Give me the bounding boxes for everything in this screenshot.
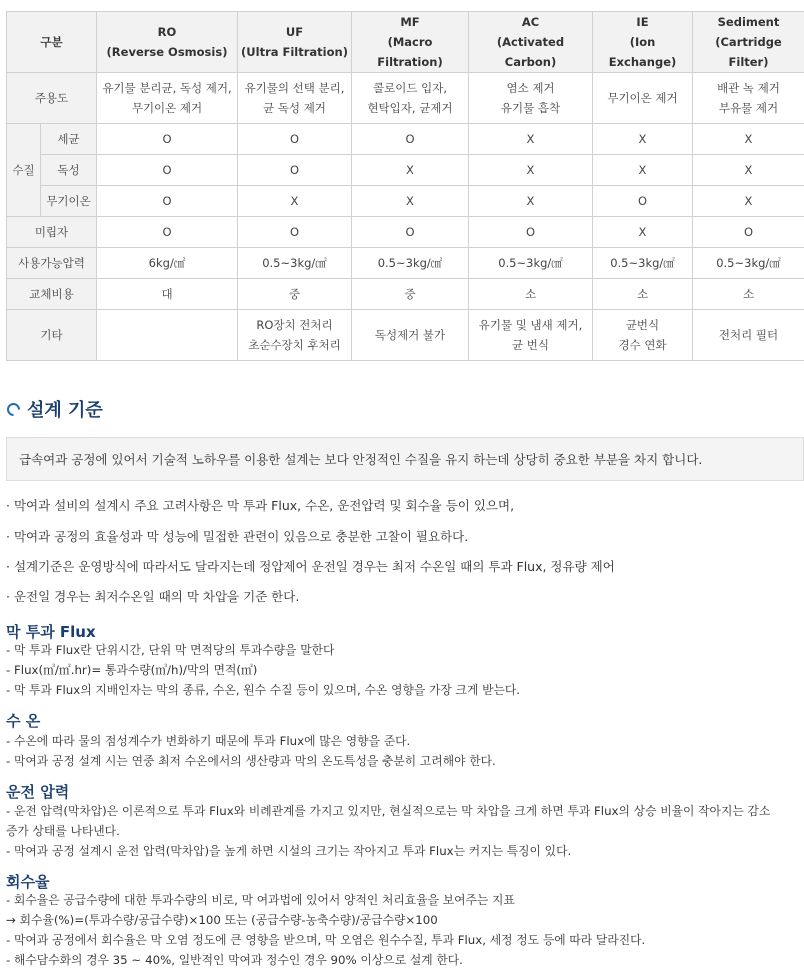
text-line: - 막여과 공정에서 회수율은 막 오염 정도에 큰 영향을 받으며, 막 오염은 원수수질, 투과 Flux, 세정 정도 등에 따라 달라진다.: [6, 933, 646, 947]
intro-box: 급속여과 공정에 있어서 기술적 노하우를 이용한 설계는 보다 안정적인 수질을 유지 하는데 상당히 중요한 부분을 차지 합니다.: [6, 437, 804, 481]
text-line: - 막 투과 Flux의 지배인자는 막의 종류, 수온, 원수 수질 등이 있으며, 수온 영향을 가장 크게 받는다.: [6, 683, 521, 697]
text-line: - 막 투과 Flux란 단위시간, 단위 막 면적당의 투과수량을 말한다: [6, 643, 335, 657]
table-cell: X: [469, 124, 593, 155]
table-row-bacteria: [7, 124, 804, 155]
table-cell: O: [97, 124, 238, 155]
table-cell: O: [97, 186, 238, 217]
table-cell: O: [593, 186, 693, 217]
table-row-inorganic-ion: [7, 186, 804, 217]
table-cell: X: [693, 186, 804, 217]
cell-etc-mf: 독성제거 불가: [352, 310, 469, 361]
header-ac: AC (Activated Carbon): [469, 12, 593, 73]
heading-operating-pressure: 운전 압력: [6, 783, 70, 801]
table-cell: O: [238, 124, 352, 155]
table-cell: X: [593, 124, 693, 155]
bullet-item: · 막여과 설비의 설계시 주요 고려사항은 막 투과 Flux, 수온, 운전압력 및 회수율 등이 있으며,: [6, 498, 515, 513]
table-cell: 소: [469, 279, 593, 310]
row-group-quality: 수질: [7, 124, 41, 217]
table-cell: X: [593, 155, 693, 186]
header-ie: IE (Ion Exchange): [593, 12, 693, 73]
text-line: - Flux(㎥/㎡.hr)= 통과수량(㎥/h)/막의 면적(㎡): [6, 663, 258, 677]
heading-flux: 막 투과 Flux: [6, 623, 96, 641]
table-cell: X: [693, 155, 804, 186]
header-uf: UF (Ultra Filtration): [238, 12, 352, 73]
table-cell: 0.5~3kg/㎠: [593, 248, 693, 279]
cell-etc-ro: [97, 310, 238, 361]
table-cell: 6kg/㎠: [97, 248, 238, 279]
table-cell: X: [469, 186, 593, 217]
header-mf: MF (Macro Filtration): [352, 12, 469, 73]
row-label-particle: 미립자: [7, 217, 97, 248]
table-cell: O: [238, 155, 352, 186]
refresh-icon: [7, 403, 19, 415]
bullet-item: · 설계기준은 운영방식에 따라서도 달라지는데 정압제어 운전일 경우는 최저 수온일 때의 투과 Flux, 정유량 제어: [6, 559, 615, 574]
text-line: - 해수담수화의 경우 35 ~ 40%, 일반적인 막여과 정수인 경우 90% 이상으로 설계 한다.: [6, 953, 463, 967]
table-cell: 0.5~3kg/㎠: [469, 248, 593, 279]
header-ro: RO (Reverse Osmosis): [97, 12, 238, 73]
table-cell: X: [693, 124, 804, 155]
row-label-inorganic-ion: 무기이온: [41, 186, 97, 217]
table-cell: X: [469, 155, 593, 186]
table-cell: 0.5~3kg/㎠: [238, 248, 352, 279]
table-row-toxicity: [7, 155, 804, 186]
cell-etc-sediment: 전처리 필터: [693, 310, 804, 361]
heading-recovery: 회수율: [6, 873, 50, 891]
row-label-bacteria: 세균: [41, 124, 97, 155]
text-line: - 회수율은 공급수량에 대한 투과수량의 비로, 막 여과법에 있어서 양적인 처리효율을 보여주는 지표: [6, 893, 515, 907]
cell-main-use-mf: 콜로이드 입자, 현탁입자, 균제거: [352, 73, 469, 124]
cell-main-use-ie: 무기이온 제거: [593, 73, 693, 124]
table-cell: 소: [593, 279, 693, 310]
table-cell: 중: [352, 279, 469, 310]
cell-main-use-uf: 유기물의 선택 분리, 균 독성 제거: [238, 73, 352, 124]
table-row-main-use: [7, 73, 804, 124]
text-line: - 막여과 공정 설계 시는 연중 최저 수온에서의 생산량과 막의 온도특성을 충분히 고려해야 한다.: [6, 754, 496, 768]
section-heading: [7, 396, 103, 422]
table-cell: O: [352, 124, 469, 155]
text-line: - 운전 압력(막차압)은 이론적으로 투과 Flux와 비례관계를 가지고 있지만, 현실적으로는 막 차압을 크게 하면 투과 Flux의 상승 비율이 작아지는 감소: [6, 804, 771, 818]
table-cell: O: [693, 217, 804, 248]
table-row-cost: [7, 279, 804, 310]
table-cell: 0.5~3kg/㎠: [352, 248, 469, 279]
table-cell: 0.5~3kg/㎠: [693, 248, 804, 279]
table-cell: O: [97, 155, 238, 186]
cell-main-use-ac: 염소 제거 유기물 흡착: [469, 73, 593, 124]
section-title: 설계 기준: [27, 400, 103, 421]
row-label-cost: 교체비용: [7, 279, 97, 310]
table-cell: 소: [693, 279, 804, 310]
row-label-pressure: 사용가능압력: [7, 248, 97, 279]
header-sediment: Sediment (Cartridge Filter): [693, 12, 804, 73]
table-cell: 대: [97, 279, 238, 310]
table-cell: O: [469, 217, 593, 248]
row-label-toxicity: 독성: [41, 155, 97, 186]
table-cell: X: [352, 186, 469, 217]
table-row-pressure: [7, 248, 804, 279]
table-cell: O: [352, 217, 469, 248]
text-line: - 수온에 따라 물의 점성계수가 변화하기 때문에 투과 Flux에 많은 영향을 준다.: [6, 734, 411, 748]
text-line: - 막여과 공정 설계시 운전 압력(막차압)을 높게 하면 시설의 크기는 작아지고 투과 Flux는 커지는 특징이 있다.: [6, 844, 572, 858]
table-cell: X: [352, 155, 469, 186]
table-cell: X: [593, 217, 693, 248]
filter-comparison-table: [6, 11, 804, 361]
bullet-item: · 운전일 경우는 최저수온일 때의 막 차압을 기준 한다.: [6, 589, 300, 604]
cell-etc-uf: RO장치 전처리 초순수장치 후처리: [238, 310, 352, 361]
cell-etc-ac: 유기물 및 냄새 제거, 균 번식: [469, 310, 593, 361]
cell-main-use-ro: 유기물 분리균, 독성 제거, 무기이온 제거: [97, 73, 238, 124]
cell-main-use-sediment: 배관 녹 제거 부유물 제거: [693, 73, 804, 124]
header-category: 구분: [7, 12, 97, 73]
table-row-etc: [7, 310, 804, 361]
table-cell: X: [238, 186, 352, 217]
row-label-main-use: 주용도: [7, 73, 97, 124]
table-cell: 중: [238, 279, 352, 310]
row-label-etc: 기타: [7, 310, 97, 361]
cell-etc-ie: 균번식 경수 연화: [593, 310, 693, 361]
table-row-particle: [7, 217, 804, 248]
table-cell: O: [97, 217, 238, 248]
heading-temperature: 수 온: [6, 712, 41, 730]
text-line: → 회수율(%)=(투과수량/공급수량)×100 또는 (공급수량-농축수량)/공급수량×100: [6, 913, 438, 927]
table-header-row: [7, 12, 804, 73]
table-cell: O: [238, 217, 352, 248]
text-line: 증가 상태를 나타낸다.: [6, 824, 120, 838]
bullet-item: · 막여과 공정의 효율성과 막 성능에 밀접한 관련이 있음으로 충분한 고찰이 필요하다.: [6, 529, 469, 544]
